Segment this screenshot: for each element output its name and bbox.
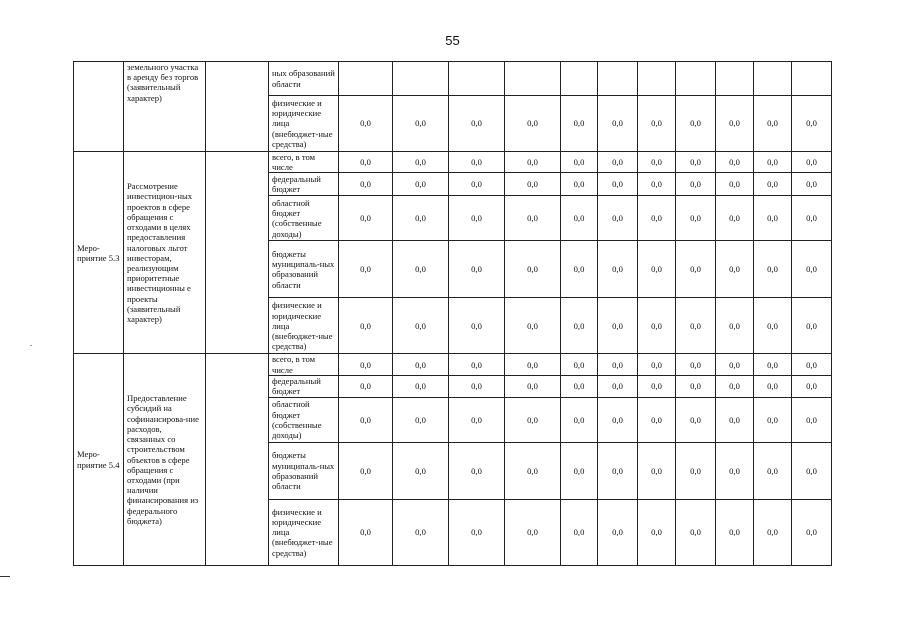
- value-cell: 0,0: [676, 152, 716, 173]
- value-cell: 0,0: [638, 442, 676, 499]
- value-cell: 0,0: [339, 241, 393, 298]
- value-cell: 0,0: [676, 241, 716, 298]
- value-cell: 0,0: [792, 96, 832, 152]
- value-cell: 0,0: [676, 354, 716, 375]
- funding-source-cell: всего, в том числе: [269, 354, 339, 375]
- value-cell: 0,0: [598, 499, 638, 565]
- value-cell: 0,0: [339, 196, 393, 241]
- value-cell: 0,0: [598, 442, 638, 499]
- measure-name-cell: земельного участка в аренду без торгов (заявительный характер): [124, 62, 206, 152]
- value-cell: 0,0: [792, 375, 832, 397]
- value-cell: 0,0: [598, 375, 638, 397]
- value-cell: 0,0: [449, 354, 505, 375]
- measure-cell: [74, 62, 124, 152]
- value-cell: 0,0: [638, 196, 676, 241]
- value-cell: [393, 62, 449, 96]
- funding-source-cell: федеральный бюджет: [269, 173, 339, 196]
- value-cell: 0,0: [716, 375, 754, 397]
- value-cell: 0,0: [449, 375, 505, 397]
- funding-source-cell: областной бюджет (собственные доходы): [269, 397, 339, 442]
- value-cell: [754, 62, 792, 96]
- value-cell: 0,0: [505, 442, 561, 499]
- value-cell: 0,0: [716, 442, 754, 499]
- value-cell: 0,0: [598, 173, 638, 196]
- margin-mark: [0, 576, 10, 577]
- value-cell: 0,0: [393, 375, 449, 397]
- value-cell: [339, 62, 393, 96]
- value-cell: 0,0: [754, 499, 792, 565]
- value-cell: [792, 62, 832, 96]
- value-cell: 0,0: [716, 499, 754, 565]
- value-cell: 0,0: [598, 152, 638, 173]
- value-cell: 0,0: [638, 298, 676, 354]
- value-cell: 0,0: [598, 196, 638, 241]
- value-cell: 0,0: [449, 173, 505, 196]
- value-cell: 0,0: [676, 298, 716, 354]
- value-cell: 0,0: [792, 397, 832, 442]
- value-cell: 0,0: [449, 442, 505, 499]
- value-cell: 0,0: [561, 354, 598, 375]
- value-cell: [598, 62, 638, 96]
- value-cell: 0,0: [393, 442, 449, 499]
- value-cell: 0,0: [792, 173, 832, 196]
- value-cell: 0,0: [561, 442, 598, 499]
- value-cell: 0,0: [339, 397, 393, 442]
- value-cell: 0,0: [638, 499, 676, 565]
- funding-source-cell: физические и юридические лица (внебюджет-ные средства): [269, 499, 339, 565]
- value-cell: 0,0: [638, 96, 676, 152]
- funding-source-cell: ных образований области: [269, 62, 339, 96]
- executor-cell: [206, 152, 269, 354]
- value-cell: 0,0: [561, 397, 598, 442]
- financing-table: [73, 61, 832, 566]
- measure-name-cell: Предоставление субсидий на софинансирова-ние расходов, связанных со строительством объектов в сфере обращения с отходами (при наличии финансирования из федерального бюджета): [124, 354, 206, 565]
- value-cell: 0,0: [598, 298, 638, 354]
- value-cell: 0,0: [505, 298, 561, 354]
- value-cell: 0,0: [505, 354, 561, 375]
- value-cell: 0,0: [638, 397, 676, 442]
- value-cell: 0,0: [792, 152, 832, 173]
- funding-source-cell: областной бюджет (собственные доходы): [269, 196, 339, 241]
- value-cell: 0,0: [638, 173, 676, 196]
- value-cell: 0,0: [676, 375, 716, 397]
- value-cell: 0,0: [449, 96, 505, 152]
- value-cell: 0,0: [505, 96, 561, 152]
- value-cell: 0,0: [676, 173, 716, 196]
- value-cell: [676, 62, 716, 96]
- value-cell: 0,0: [339, 375, 393, 397]
- value-cell: 0,0: [676, 397, 716, 442]
- value-cell: 0,0: [792, 196, 832, 241]
- value-cell: 0,0: [393, 152, 449, 173]
- value-cell: [561, 62, 598, 96]
- value-cell: 0,0: [561, 152, 598, 173]
- value-cell: [449, 62, 505, 96]
- value-cell: 0,0: [505, 241, 561, 298]
- value-cell: 0,0: [638, 152, 676, 173]
- value-cell: 0,0: [393, 397, 449, 442]
- value-cell: 0,0: [754, 96, 792, 152]
- funding-source-cell: бюджеты муниципаль-ных образований области: [269, 241, 339, 298]
- funding-source-cell: физические и юридические лица (внебюджет-ные средства): [269, 298, 339, 354]
- value-cell: 0,0: [598, 397, 638, 442]
- value-cell: 0,0: [393, 196, 449, 241]
- value-cell: 0,0: [792, 442, 832, 499]
- table-row: [74, 354, 832, 375]
- executor-cell: [206, 62, 269, 152]
- value-cell: 0,0: [716, 298, 754, 354]
- value-cell: 0,0: [716, 152, 754, 173]
- value-cell: 0,0: [339, 152, 393, 173]
- value-cell: 0,0: [598, 354, 638, 375]
- value-cell: 0,0: [676, 499, 716, 565]
- value-cell: 0,0: [716, 196, 754, 241]
- value-cell: 0,0: [716, 241, 754, 298]
- margin-dot: [30, 345, 32, 346]
- value-cell: 0,0: [339, 96, 393, 152]
- value-cell: [716, 62, 754, 96]
- value-cell: 0,0: [561, 173, 598, 196]
- measure-name-cell: Рассмотрение инвестицион-ных проектов в сфере обращения с отходами в целях предоставления налоговых льгот инвесторам, реализующим приоритетные инвестиционны е проекты (заявительный характер): [124, 152, 206, 354]
- value-cell: 0,0: [339, 298, 393, 354]
- value-cell: 0,0: [393, 241, 449, 298]
- value-cell: 0,0: [449, 397, 505, 442]
- table-row: [74, 62, 832, 96]
- value-cell: 0,0: [561, 375, 598, 397]
- value-cell: 0,0: [561, 96, 598, 152]
- value-cell: 0,0: [792, 241, 832, 298]
- table-row: [74, 152, 832, 173]
- value-cell: 0,0: [792, 354, 832, 375]
- measure-cell: Меро-приятие 5.4: [74, 354, 124, 565]
- value-cell: 0,0: [339, 442, 393, 499]
- value-cell: 0,0: [505, 499, 561, 565]
- value-cell: 0,0: [676, 442, 716, 499]
- value-cell: 0,0: [754, 442, 792, 499]
- value-cell: 0,0: [754, 196, 792, 241]
- value-cell: 0,0: [393, 173, 449, 196]
- page-number: 55: [445, 33, 460, 48]
- value-cell: 0,0: [339, 499, 393, 565]
- value-cell: 0,0: [561, 196, 598, 241]
- value-cell: 0,0: [754, 354, 792, 375]
- funding-source-cell: федеральный бюджет: [269, 375, 339, 397]
- value-cell: 0,0: [676, 96, 716, 152]
- value-cell: 0,0: [449, 196, 505, 241]
- value-cell: 0,0: [449, 298, 505, 354]
- value-cell: 0,0: [754, 375, 792, 397]
- value-cell: 0,0: [676, 196, 716, 241]
- value-cell: 0,0: [449, 499, 505, 565]
- value-cell: [505, 62, 561, 96]
- value-cell: 0,0: [754, 152, 792, 173]
- value-cell: 0,0: [754, 173, 792, 196]
- value-cell: 0,0: [754, 241, 792, 298]
- value-cell: 0,0: [393, 96, 449, 152]
- value-cell: 0,0: [598, 241, 638, 298]
- funding-source-cell: бюджеты муниципаль-ных образований области: [269, 442, 339, 499]
- value-cell: 0,0: [505, 397, 561, 442]
- value-cell: 0,0: [638, 375, 676, 397]
- value-cell: 0,0: [638, 241, 676, 298]
- value-cell: 0,0: [561, 499, 598, 565]
- value-cell: 0,0: [716, 397, 754, 442]
- value-cell: 0,0: [716, 354, 754, 375]
- value-cell: 0,0: [754, 397, 792, 442]
- value-cell: 0,0: [505, 152, 561, 173]
- value-cell: 0,0: [716, 96, 754, 152]
- funding-source-cell: всего, в том числе: [269, 152, 339, 173]
- value-cell: 0,0: [449, 152, 505, 173]
- value-cell: 0,0: [792, 298, 832, 354]
- value-cell: [638, 62, 676, 96]
- value-cell: 0,0: [561, 298, 598, 354]
- table-body: [74, 62, 832, 566]
- measure-cell: Меро-приятие 5.3: [74, 152, 124, 354]
- value-cell: 0,0: [505, 173, 561, 196]
- value-cell: 0,0: [505, 196, 561, 241]
- value-cell: 0,0: [754, 298, 792, 354]
- value-cell: 0,0: [339, 173, 393, 196]
- value-cell: 0,0: [638, 354, 676, 375]
- funding-source-cell: физические и юридические лица (внебюджет-ные средства): [269, 96, 339, 152]
- value-cell: 0,0: [393, 298, 449, 354]
- value-cell: 0,0: [393, 354, 449, 375]
- value-cell: 0,0: [716, 173, 754, 196]
- value-cell: 0,0: [449, 241, 505, 298]
- value-cell: 0,0: [792, 499, 832, 565]
- value-cell: 0,0: [393, 499, 449, 565]
- value-cell: 0,0: [561, 241, 598, 298]
- executor-cell: [206, 354, 269, 565]
- value-cell: 0,0: [598, 96, 638, 152]
- value-cell: 0,0: [339, 354, 393, 375]
- value-cell: 0,0: [505, 375, 561, 397]
